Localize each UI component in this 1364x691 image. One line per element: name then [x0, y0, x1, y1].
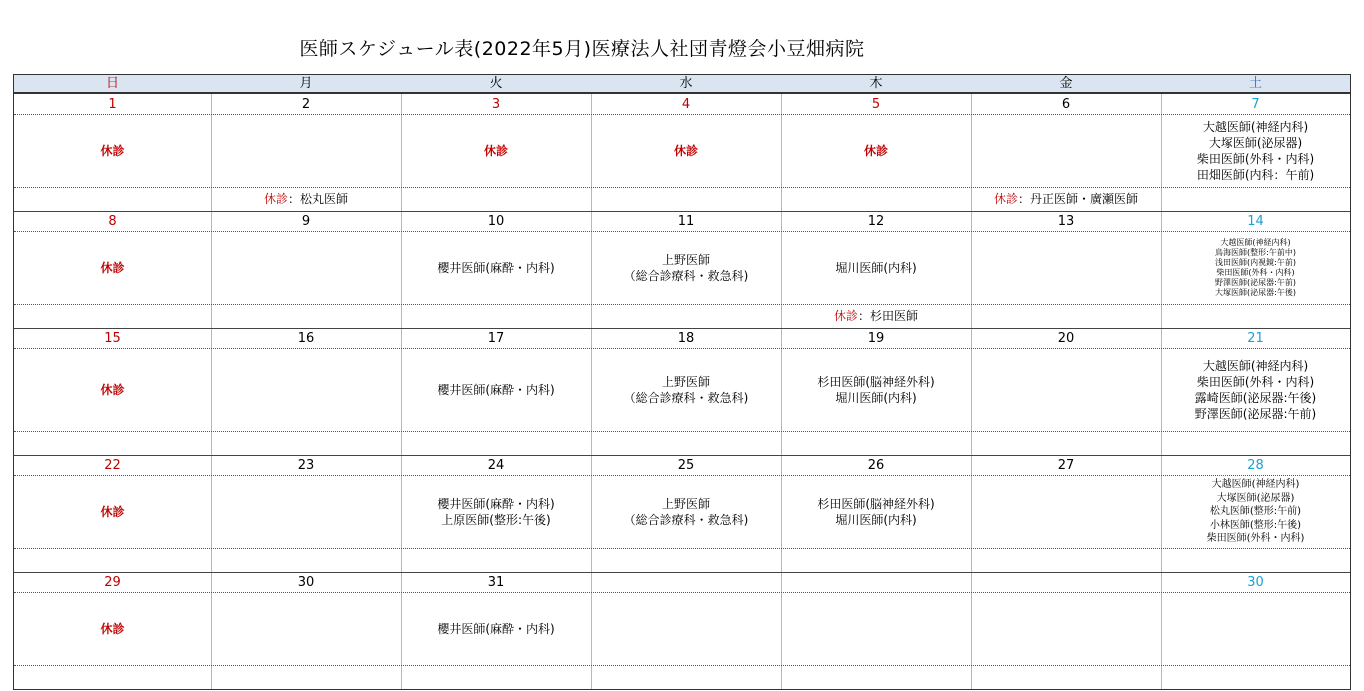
- day-cell: [781, 593, 971, 665]
- weekday-header-cell: 金: [1059, 76, 1073, 91]
- closed-label: 休診: [100, 622, 125, 636]
- doctor-entry: 上原医師(整形:午後): [441, 513, 551, 527]
- doctor-entry: 大越医師(神経内科): [1202, 120, 1309, 134]
- doctor-entry: 大塚医師(泌尿器): [1208, 136, 1303, 150]
- doctor-entry: 柴田医師(外科・内科): [1196, 375, 1315, 389]
- doctor-entry: 大塚医師(泌尿器:午後): [1215, 288, 1296, 297]
- day-cell: [781, 476, 971, 548]
- doctor-entry: 堀川医師(内科): [835, 391, 917, 405]
- day-cell: [971, 232, 1161, 304]
- doctor-entry: 大越医師(神経内科): [1220, 238, 1291, 247]
- day-number: 7: [1251, 97, 1260, 112]
- closed-label: 休診: [100, 144, 125, 158]
- doctor-entry: 柴田医師(外科・内科): [1196, 152, 1315, 166]
- day-cell: [14, 115, 211, 187]
- day-cell: [211, 232, 401, 304]
- day-number: 24: [487, 458, 505, 473]
- day-number: 5: [871, 97, 881, 112]
- doctor-entry: 上野医師: [661, 253, 710, 267]
- day-number: 12: [867, 214, 885, 229]
- week-divider: [14, 572, 1350, 573]
- closed-label: 休診: [100, 261, 125, 275]
- day-number: 23: [297, 458, 315, 473]
- day-cell: [1161, 232, 1350, 304]
- day-number: 19: [867, 331, 885, 346]
- weekday-header-cell: 日: [105, 76, 119, 91]
- day-number: 22: [104, 458, 121, 473]
- closure-note-label: 休診: [263, 192, 288, 206]
- day-cell: [211, 115, 401, 187]
- day-cell: [211, 593, 401, 665]
- day-cell: [401, 232, 591, 304]
- day-cell: [781, 115, 971, 187]
- day-cell: [971, 115, 1161, 187]
- closure-note-text: ：松丸医師: [288, 192, 349, 206]
- day-cell: [781, 349, 971, 431]
- weekday-header-cell: 木: [869, 76, 883, 91]
- day-cell: [14, 232, 211, 304]
- closed-label: 休診: [100, 505, 125, 519]
- row-divider: [14, 187, 1350, 188]
- closed-label: 休診: [673, 144, 698, 158]
- day-number: 3: [491, 97, 501, 112]
- doctor-entry: 杉田医師(脳神経外科): [817, 375, 935, 389]
- doctor-entry: 鳥海医師(整形:午前中): [1215, 248, 1296, 257]
- day-number: [781, 574, 971, 591]
- schedule-table: [13, 74, 1351, 690]
- weekday-header-cell: 水: [679, 76, 693, 91]
- doctor-entry: 柴田医師(外科・内科): [1216, 268, 1295, 277]
- closure-note-text: ：丹正医師・廣瀬医師: [1018, 192, 1139, 206]
- closed-label: 休診: [100, 383, 125, 397]
- day-number: 16: [297, 331, 315, 346]
- day-number: 6: [1061, 97, 1071, 112]
- row-divider: [14, 431, 1350, 432]
- closure-note-label: 休診: [833, 309, 858, 323]
- day-cell: [591, 476, 781, 548]
- day-number: [591, 574, 781, 591]
- closure-note-text: ：杉田医師: [858, 309, 919, 323]
- day-number: 14: [1247, 214, 1264, 229]
- doctor-entry: 浅田医師(内視鏡:午前): [1215, 258, 1296, 267]
- closed-label: 休診: [483, 144, 508, 158]
- doctor-entry: 松丸医師(整形:午前): [1209, 506, 1302, 518]
- weekday-header: [14, 75, 1350, 94]
- doctor-entry: （総合診療科・救急科): [623, 269, 749, 283]
- doctor-entry: 櫻井医師(麻酔・内科): [437, 383, 555, 397]
- week-divider: [14, 211, 1350, 212]
- weekday-header-cell: 月: [299, 76, 313, 91]
- day-number: 15: [104, 331, 121, 346]
- day-cell: [971, 349, 1161, 431]
- doctor-entry: 杉田医師(脳神経外科): [817, 497, 935, 511]
- day-number: 11: [677, 214, 695, 229]
- day-number: 4: [681, 97, 691, 112]
- day-number: 2: [301, 97, 311, 112]
- day-cell: [1161, 476, 1350, 548]
- day-cell: [591, 593, 781, 665]
- closure-note: [781, 306, 971, 326]
- day-number: 26: [867, 458, 885, 473]
- doctor-entry: 大越医師(神経内科): [1211, 479, 1300, 491]
- day-cell: [211, 476, 401, 548]
- doctor-entry: 櫻井医師(麻酔・内科): [437, 622, 555, 636]
- day-number: 30: [297, 575, 315, 590]
- doctor-entry: 野澤医師(泌尿器:午前): [1215, 278, 1296, 287]
- day-number: 29: [104, 575, 121, 590]
- doctor-entry: 堀川医師(内科): [835, 261, 917, 275]
- doctor-entry: 櫻井医師(麻酔・内科): [437, 261, 555, 275]
- day-cell: [14, 476, 211, 548]
- weekday-header-cell: 火: [489, 76, 503, 91]
- day-cell: [591, 115, 781, 187]
- day-number: 21: [1247, 331, 1264, 346]
- doctor-entry: 上野医師: [661, 375, 710, 389]
- row-divider: [14, 665, 1350, 666]
- weekday-header-cell: 土: [1248, 76, 1262, 91]
- day-number: 1: [108, 97, 117, 112]
- day-number: 27: [1057, 458, 1075, 473]
- day-number: 8: [108, 214, 117, 229]
- doctor-entry: 柴田医師(外科・内科): [1206, 533, 1305, 545]
- doctor-entry: 上野医師: [661, 497, 710, 511]
- day-number: 9: [301, 214, 311, 229]
- closure-note: [971, 189, 1161, 209]
- day-cell: [401, 349, 591, 431]
- day-cell: [591, 232, 781, 304]
- day-cell: [401, 593, 591, 665]
- day-cell: [781, 232, 971, 304]
- closure-note: [211, 189, 401, 209]
- page-title: 医師スケジュール表(2022年5月)医療法人社団青燈会小豆畑病院: [299, 38, 865, 60]
- day-cell: [971, 593, 1161, 665]
- day-number: 10: [487, 214, 505, 229]
- doctor-entry: 櫻井医師(麻酔・内科): [437, 497, 555, 511]
- day-number: 13: [1057, 214, 1075, 229]
- day-cell: [14, 349, 211, 431]
- day-number: 17: [487, 331, 505, 346]
- day-cell: [1161, 349, 1350, 431]
- week-divider: [14, 455, 1350, 456]
- day-cell: [211, 349, 401, 431]
- closure-note-label: 休診: [993, 192, 1018, 206]
- doctor-entry: 大越医師(神経内科): [1202, 359, 1309, 373]
- day-cell: [971, 476, 1161, 548]
- day-number: [971, 574, 1161, 591]
- doctor-entry: 堀川医師(内科): [835, 513, 917, 527]
- day-number: 30: [1247, 575, 1264, 590]
- day-number: 31: [487, 575, 505, 590]
- day-cell: [401, 115, 591, 187]
- doctor-entry: 露崎医師(泌尿器:午後): [1194, 391, 1317, 405]
- doctor-entry: 大塚医師(泌尿器): [1216, 492, 1295, 504]
- day-cell: [1161, 115, 1350, 187]
- week-divider: [14, 328, 1350, 329]
- row-divider: [14, 548, 1350, 549]
- doctor-entry: 小林医師(整形:午後): [1209, 519, 1302, 531]
- day-number: 20: [1057, 331, 1075, 346]
- doctor-entry: 野澤医師(泌尿器:午前): [1194, 407, 1317, 421]
- row-divider: [14, 304, 1350, 305]
- day-cell: [591, 349, 781, 431]
- day-number: 18: [677, 331, 695, 346]
- day-number: 25: [677, 458, 695, 473]
- doctor-entry: 田畑医師(内科：午前): [1196, 168, 1315, 182]
- day-cell: [401, 476, 591, 548]
- day-cell: [14, 593, 211, 665]
- doctor-entry: （総合診療科・救急科): [623, 513, 749, 527]
- day-number: 28: [1247, 458, 1264, 473]
- closed-label: 休診: [863, 144, 888, 158]
- doctor-entry: （総合診療科・救急科): [623, 391, 749, 405]
- day-cell: [1161, 593, 1350, 665]
